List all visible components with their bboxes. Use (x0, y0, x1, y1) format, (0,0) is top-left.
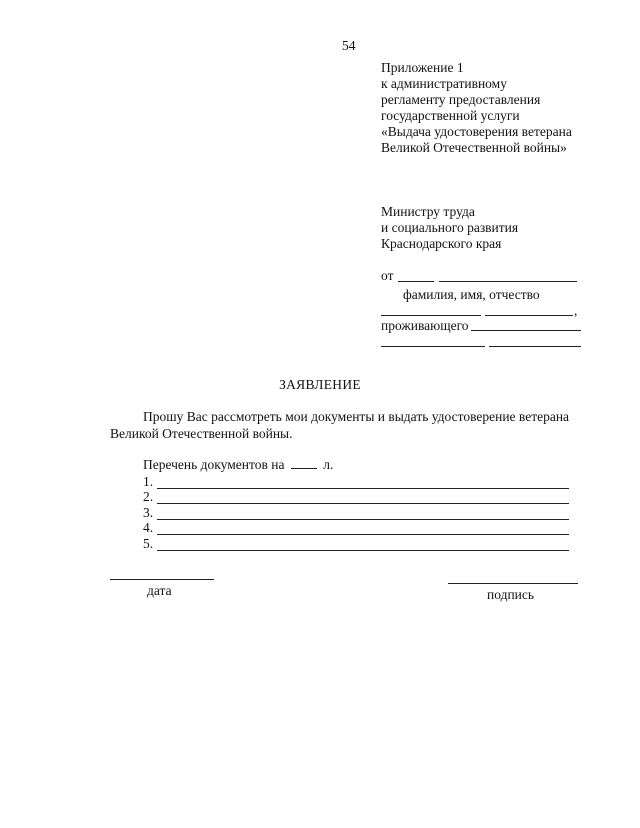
name-caption: фамилия, имя, отчество (403, 287, 540, 302)
appendix-line: регламенту предоставления (381, 92, 541, 107)
request-text-line-2: Великой Отечественной войны. (110, 426, 293, 441)
appendix-line: Приложение 1 (381, 60, 464, 75)
from-label: от (381, 268, 394, 283)
address-line-2[interactable] (489, 346, 581, 347)
document-item-number: 3. (143, 505, 154, 520)
residing-label: проживающего (381, 318, 469, 333)
appendix-line: государственной услуги (381, 108, 520, 123)
appendix-line: Великой Отечественной войны» (381, 140, 567, 155)
signature-label: подпись (487, 587, 535, 602)
page-number: 54 (342, 38, 356, 53)
document-item-line[interactable] (157, 488, 569, 489)
documents-header-suffix: л. (323, 457, 334, 472)
appendix-block (381, 60, 572, 156)
document-item-line[interactable] (157, 550, 569, 551)
document-item-line[interactable] (157, 519, 569, 520)
document-item-number: 1. (143, 474, 154, 489)
request-text-line-1: Прошу Вас рассмотреть мои документы и выдать удостоверение ветерана (143, 409, 570, 424)
document-item-number: 5. (143, 536, 154, 551)
appendix-line: «Выдача удостоверения ветерана (381, 124, 572, 139)
document-title: ЗАЯВЛЕНИЕ (279, 377, 361, 392)
address-line-1[interactable] (381, 346, 485, 347)
documents-list-header (143, 457, 333, 473)
name-continuation-line-2[interactable] (485, 315, 573, 316)
addressee-line: Министру труда (381, 204, 475, 219)
document-item-number: 2. (143, 489, 154, 504)
appendix-line: к административному (381, 76, 507, 91)
document-item-number: 4. (143, 520, 154, 535)
document-item-line[interactable] (157, 503, 569, 504)
page-count-field[interactable] (291, 457, 317, 469)
from-name-line-long[interactable] (439, 281, 577, 282)
residing-line[interactable] (471, 330, 581, 331)
addressee-line: Краснодарского края (381, 236, 502, 251)
documents-header-prefix: Перечень документов на (143, 457, 285, 472)
date-label: дата (147, 583, 172, 598)
addressee-line: и социального развития (381, 220, 519, 235)
date-line[interactable] (110, 579, 214, 580)
document-item-line[interactable] (157, 534, 569, 535)
addressee-block (381, 204, 518, 252)
signature-line[interactable] (448, 583, 578, 584)
comma: , (574, 303, 578, 318)
name-continuation-line-1[interactable] (381, 315, 481, 316)
from-name-line-short[interactable] (398, 281, 434, 282)
